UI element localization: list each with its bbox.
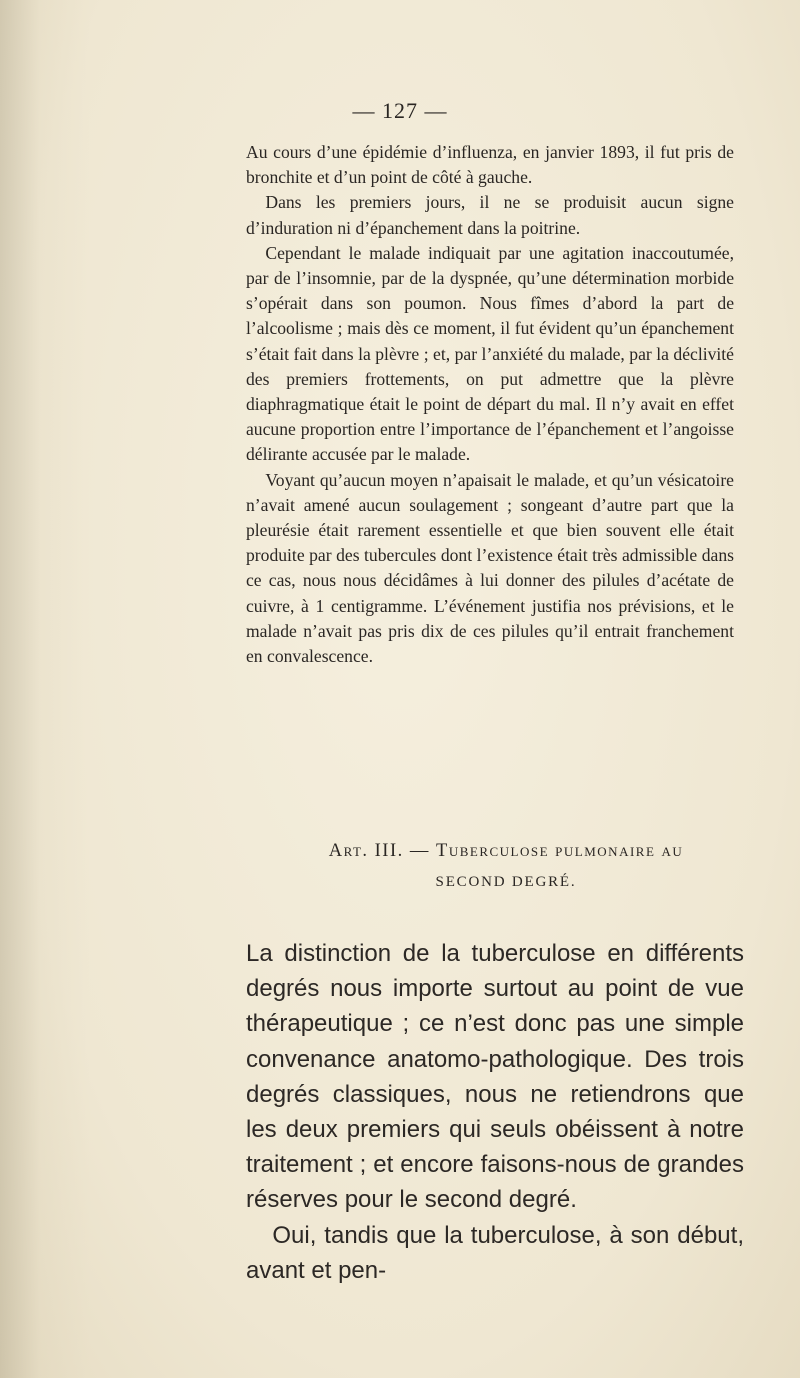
page-number: — 127 —: [352, 98, 448, 123]
article-label: Art. III.: [328, 841, 404, 861]
heading-dash: —: [403, 841, 437, 861]
paragraph: Au cours d’une épidémie d’influenza, en janvier 1893, il fut pris de bronchite et d’un point de côté à gauche.: [246, 142, 734, 188]
paragraph: Dans les premiers jours, il ne se produisit aucun signe d’induration ni d’épanchement dans la poitrine.: [246, 192, 734, 238]
paragraph: La distinction de la tuberculose en différents degrés nous importe surtout au point de vue thérapeutique ; ce n’est donc pas une simple convenance anatomo-pathologique. Des trois degrés classiques, nous ne retiendrons que les deux premiers qui seuls obéissent à notre traitement ; et encore faisons-nous de grandes réserves pour le second degré.: [246, 940, 744, 1214]
paragraph: Voyant qu’aucun moyen n’apaisait le malade, et qu’un vésicatoire n’avait amené aucun soulagement ; songeant d’autre part que la pleurésie était rarement essentielle et que bien souvent elle était produite par des tubercules dont l’existence était très admissible dans ce cas, nous nous décidâmes à lui donner des pilules d’acétate de cuivre, à 1 centigramme. L’événement justifia nos prévisions, et le malade n’avait pas pris dix de ces pilules qu’il entrait franchement en convalescence.: [246, 469, 734, 667]
paragraph: Cependant le malade indiquait par une agitation inaccoutumée, par de l’insomnie, par de la dyspnée, qu’une détermination morbide s’opérait dans son poumon. Nous fîmes d’abord la part de l’alcoolisme ; mais dès ce moment, il fut évident qu’un épanchement s’était fait dans la plèvre ; et, par l’anxiété du malade, par la déclivité des premiers frottements, on put admettre que la plèvre diaphragmatique était le point de départ du mal. Il n’y avait en effet aucune proportion entre l’importance de l’épanchement et l’angoisse délirante accusée par le malade.: [246, 242, 734, 465]
section-title-line2: SECOND DEGRÉ.: [435, 874, 577, 890]
section-heading-line1: [246, 836, 766, 867]
large-type-text: [246, 936, 744, 1288]
paragraph: Oui, tandis que la tuberculose, à son début, avant et pen-: [246, 1221, 744, 1284]
section-title-line1: Tuberculose pulmonaire au: [436, 841, 684, 861]
body-text: [246, 140, 734, 669]
section-heading: [246, 836, 766, 898]
